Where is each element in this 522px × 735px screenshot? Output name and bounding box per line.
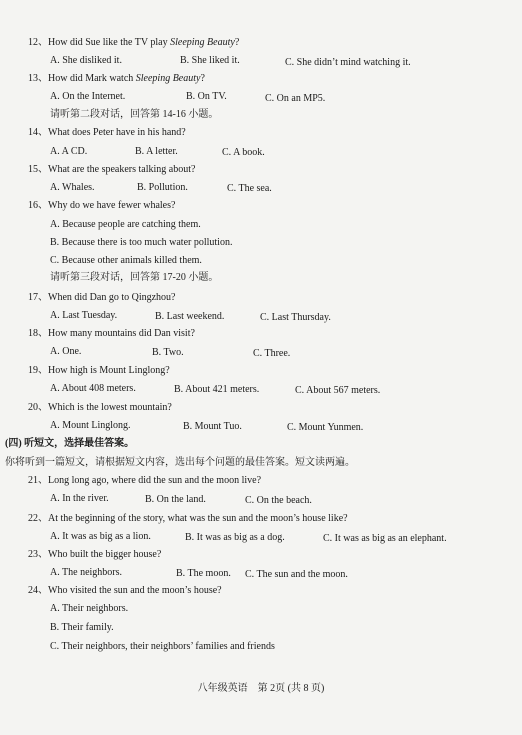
instruction-14-16: 请听第二段对话，回答第 14-16 小题。 [50,109,219,120]
question-15: 15、What are the speakers talking about? [28,164,196,175]
q19-option-b: B. About 421 meters. [174,384,260,395]
q21-option-b: B. On the land. [145,494,206,505]
question-14: 14、What does Peter have in his hand? [28,127,186,138]
q15-option-c: C. The sea. [227,183,272,194]
q13-option-a: A. On the Internet. [50,91,126,102]
question-20: 20、Which is the lowest mountain? [28,402,172,413]
q20-option-a: A. Mount Linglong. [50,420,131,431]
q21-option-c: C. On the beach. [245,495,312,506]
q12-option-a: A. She disliked it. [50,55,122,66]
question-12: 12、How did Sue like the TV play Sleeping Beauty? [28,37,240,48]
q12-option-b: B. She liked it. [180,55,240,66]
question-22: 22、At the beginning of the story, what was the sun and the moon’s house like? [28,513,348,524]
q22-option-c: C. It was as big as an elephant. [323,533,447,544]
q13-option-c: C. On an MP5. [265,93,326,104]
question-19: 19、How high is Mount Linglong? [28,365,170,376]
q23-option-b: B. The moon. [176,568,231,579]
q14-option-a: A. A CD. [50,146,88,157]
q14-option-b: B. A letter. [135,146,178,157]
question-24: 24、Who visited the sun and the moon’s house? [28,585,222,596]
q12-option-c: C. She didn’t mind watching it. [285,57,411,68]
q24-option-c: C. Their neighbors, their neighbors’ families and friends [50,641,275,652]
q16-option-a: A. Because people are catching them. [50,219,201,230]
q24-option-a: A. Their neighbors. [50,603,129,614]
q19-option-c: C. About 567 meters. [295,385,381,396]
q17-option-b: B. Last weekend. [155,311,225,322]
question-23: 23、Who built the bigger house? [28,549,162,560]
section-4-title: (四) 听短文，选择最佳答案。 [5,438,135,449]
page-footer: 八年级英语 第 2页 (共 8 页) [197,683,325,694]
q23-option-a: A. The neighbors. [50,567,123,578]
q15-option-b: B. Pollution. [137,182,188,193]
q16-option-c: C. Because other animals killed them. [50,255,202,266]
question-17: 17、When did Dan go to Qingzhou? [28,292,176,303]
q15-option-a: A. Whales. [50,182,95,193]
q18-option-b: B. Two. [152,347,184,358]
q20-option-c: C. Mount Yunmen. [287,422,364,433]
question-13: 13、How did Mark watch Sleeping Beauty? [28,73,205,84]
q22-option-b: B. It was as big as a dog. [185,532,285,543]
question-21: 21、Long long ago, where did the sun and the moon live? [28,475,262,486]
q18-option-c: C. Three. [253,348,291,359]
q13-option-b: B. On TV. [186,91,227,102]
q17-option-a: A. Last Tuesday. [50,310,118,321]
q24-option-b: B. Their family. [50,622,114,633]
q22-option-a: A. It was as big as a lion. [50,531,151,542]
q20-option-b: B. Mount Tuo. [183,421,242,432]
q19-option-a: A. About 408 meters. [50,383,136,394]
q21-option-a: A. In the river. [50,493,109,504]
q14-option-c: C. A book. [222,147,265,158]
q17-option-c: C. Last Thursday. [260,312,331,323]
q16-option-b: B. Because there is too much water pollution. [50,237,233,248]
q18-option-a: A. One. [50,346,82,357]
question-16: 16、Why do we have fewer whales? [28,200,176,211]
instruction-17-20: 请听第三段对话，回答第 17-20 小题。 [50,272,219,283]
question-18: 18、How many mountains did Dan visit? [28,328,195,339]
section-4-instruction: 你将听到一篇短文，请根据短文内容，选出每个问题的最佳答案。短文读两遍。 [5,457,355,468]
q23-option-c: C. The sun and the moon. [245,569,348,580]
